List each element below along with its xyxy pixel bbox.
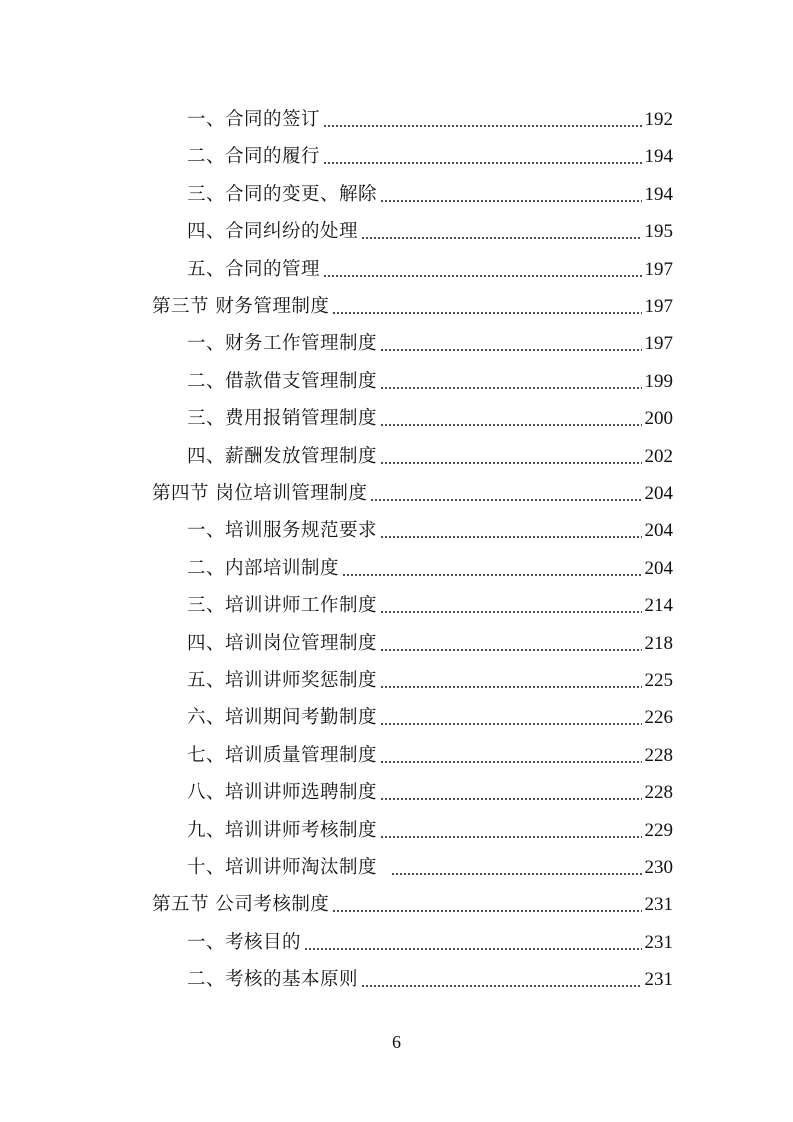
- toc-entry-page: 194: [644, 183, 673, 205]
- toc-entry-page: 197: [644, 258, 673, 280]
- toc-entry-title: 四、合同纠纷的处理: [187, 221, 359, 243]
- dot-leader: [380, 625, 641, 662]
- toc-entry: [187, 325, 673, 362]
- toc-entry-title: 二、内部培训制度: [187, 557, 340, 579]
- dot-leader: [380, 774, 641, 811]
- dot-leader: [380, 512, 641, 549]
- toc-entry-page: 194: [644, 146, 673, 168]
- dot-leader: [361, 213, 641, 250]
- toc-entry-page: 226: [644, 707, 673, 729]
- toc-entry-page: 230: [644, 857, 673, 878]
- toc-entry-page: 231: [644, 969, 673, 991]
- dot-leader: [391, 849, 641, 886]
- toc-entry-title: 一、考核目的: [187, 931, 302, 953]
- toc-entry-title: 九、培训讲师考核制度: [187, 819, 378, 841]
- toc-entry: [187, 812, 673, 849]
- toc-entry: [187, 699, 673, 736]
- toc-entry-page: 204: [644, 520, 673, 542]
- toc-entry: [187, 176, 673, 213]
- toc-entry-title: 第五节 公司考核制度: [152, 894, 330, 916]
- toc-entry-page: 197: [644, 296, 673, 317]
- toc-entry-title: 第三节 财务管理制度: [152, 296, 330, 317]
- toc-entry-title: 五、培训讲师奖惩制度: [187, 670, 378, 691]
- toc-entry: [187, 363, 673, 400]
- toc-entry-page: 197: [644, 333, 673, 355]
- toc-entry-title: 二、合同的履行: [187, 146, 321, 168]
- toc-entry: [187, 625, 673, 662]
- toc-entry-title: 三、培训讲师工作制度: [187, 595, 378, 617]
- toc-section-entry: [152, 475, 673, 512]
- toc-entry-title: 六、培训期间考勤制度: [187, 707, 378, 729]
- toc-entry-page: 200: [644, 408, 673, 430]
- toc-entry-title: 第四节 岗位培训管理制度: [152, 483, 368, 504]
- toc-entry: [187, 737, 673, 774]
- toc-entry-page: 231: [644, 894, 673, 916]
- toc-section-entry: [152, 886, 673, 923]
- toc-entry-page: 228: [644, 744, 673, 766]
- dot-leader: [380, 737, 641, 774]
- dot-leader: [380, 699, 641, 736]
- toc-entry: [187, 438, 673, 475]
- toc-entry: [187, 550, 673, 587]
- dot-leader: [380, 363, 641, 400]
- toc-entry-page: 204: [644, 483, 673, 504]
- toc-entry-title: 二、考核的基本原则: [187, 969, 359, 991]
- dot-leader: [380, 438, 641, 475]
- dot-leader: [323, 101, 641, 138]
- toc-entry-page: 218: [644, 632, 673, 654]
- dot-leader: [361, 961, 641, 998]
- toc-entry-page: 192: [644, 109, 673, 130]
- toc-entry: [187, 400, 673, 437]
- toc-entry-page: 204: [644, 557, 673, 579]
- toc-entry: [187, 251, 673, 288]
- toc-entry-page: 195: [644, 221, 673, 243]
- dot-leader: [370, 475, 641, 512]
- dot-leader: [380, 812, 641, 849]
- toc-entry-title: 十、培训讲师淘汰制度: [187, 857, 378, 878]
- dot-leader: [380, 325, 641, 362]
- dot-leader: [332, 288, 641, 325]
- toc-entry-page: 231: [644, 931, 673, 953]
- dot-leader: [380, 587, 641, 624]
- toc-entry: [187, 924, 673, 961]
- dot-leader: [323, 251, 641, 288]
- toc-entry: [187, 774, 673, 811]
- toc-section-entry: [152, 288, 673, 325]
- toc-entry-title: 三、费用报销管理制度: [187, 408, 378, 430]
- dot-leader: [342, 550, 641, 587]
- toc-entry-title: 四、薪酬发放管理制度: [187, 445, 378, 467]
- toc-entry-page: 202: [644, 445, 673, 467]
- toc-entry-page: 229: [644, 819, 673, 841]
- toc-entry: [187, 961, 673, 998]
- toc-entry-title: 一、培训服务规范要求: [187, 520, 378, 542]
- dot-leader: [380, 176, 641, 213]
- toc-entry-title: 一、财务工作管理制度: [187, 333, 378, 355]
- toc-entry: [187, 587, 673, 624]
- toc-entry: [187, 512, 673, 549]
- toc-entry-page: 228: [644, 782, 673, 804]
- page-number: 6: [392, 1032, 401, 1052]
- toc-entry-title: 四、培训岗位管理制度: [187, 632, 378, 654]
- dot-leader: [332, 886, 641, 923]
- toc-entry-page: 199: [644, 370, 673, 392]
- toc-entry-page: 225: [644, 670, 673, 691]
- toc-entry: [187, 138, 673, 175]
- toc-entry: [187, 849, 673, 886]
- toc-entry-title: 八、培训讲师选聘制度: [187, 782, 378, 804]
- dot-leader: [380, 662, 641, 699]
- toc-entry-page: 214: [644, 595, 673, 617]
- dot-leader: [323, 138, 641, 175]
- toc-entry-title: 五、合同的管理: [187, 258, 321, 280]
- toc-entry-title: 七、培训质量管理制度: [187, 744, 378, 766]
- toc-entry: [187, 662, 673, 699]
- dot-leader: [304, 924, 641, 961]
- dot-leader: [380, 400, 641, 437]
- toc-entry: [187, 213, 673, 250]
- toc-entry-title: 三、合同的变更、解除: [187, 183, 378, 205]
- toc-entry-title: 二、借款借支管理制度: [187, 370, 378, 392]
- toc-entry-title: 一、合同的签订: [187, 109, 321, 130]
- toc-entry: [187, 101, 673, 138]
